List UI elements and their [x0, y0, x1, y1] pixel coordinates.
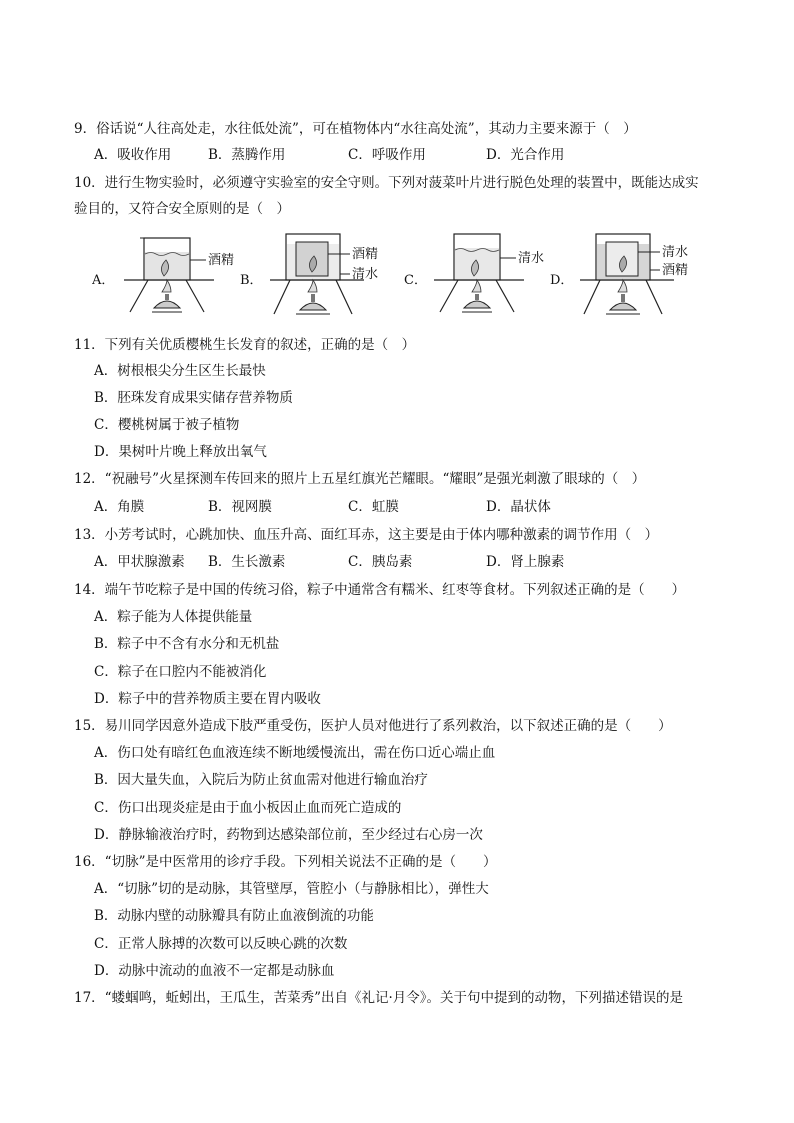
question-10-stem-line2: 验目的，又符合安全原则的是（ ） — [74, 201, 290, 217]
question-11-option-c: C．樱桃树属于被子植物 — [94, 417, 240, 433]
apparatus-a — [124, 238, 234, 312]
apparatus-c — [434, 234, 544, 312]
question-15-option-b: B．因大量失血，入院后为防止贫血需对他进行输血治疗 — [94, 772, 428, 788]
question-14-stem: 14．端午节吃粽子是中国的传统习俗，粽子中通常含有糯米、红枣等食材。下列叙述正确的是（ ） — [74, 582, 686, 598]
question-17-stem: 17．“蝼蝈鸣，蚯蚓出，王瓜生，苦菜秀”出自《礼记·月令》。关于句中提到的动物，下列描述错误的是 — [74, 990, 684, 1006]
question-11-stem: 11．下列有关优质樱桃生长发育的叙述，正确的是（ ） — [74, 337, 416, 353]
question-11-option-a: A．树根根尖分生区生长最快 — [94, 363, 266, 379]
question-10-option-b: B． — [240, 273, 263, 288]
apparatus-d-label-1: 清水 — [662, 245, 689, 260]
question-14-option-d: D．粽子中的营养物质主要在胃内吸收 — [94, 691, 321, 707]
question-10-option-a: A． — [92, 273, 115, 288]
question-9-option-c: C．呼吸作用 — [348, 147, 426, 163]
apparatus-b-label-1: 酒精 — [352, 247, 379, 262]
question-15-option-c: C．伤口出现炎症是由于血小板因止血而死亡造成的 — [94, 800, 402, 816]
question-14-option-c: C．粽子在口腔内不能被消化 — [94, 664, 267, 680]
question-13-option-d: D．肾上腺素 — [486, 554, 565, 570]
apparatus-b — [270, 234, 378, 314]
question-14-option-b: B．粽子中不含有水分和无机盐 — [94, 636, 280, 652]
question-15-option-d: D．静脉输液治疗时，药物到达感染部位前，至少经过右心房一次 — [94, 827, 483, 843]
question-13-option-a: A．甲状腺激素 — [94, 554, 185, 570]
question-13-option-c: C．胰岛素 — [348, 554, 413, 570]
apparatus-c-label-1: 清水 — [518, 251, 545, 266]
question-12-stem: 12．“祝融号”火星探测车传回来的照片上五星红旗光芒耀眼。“耀眼”是强光刺激了眼球的（ ） — [74, 471, 646, 487]
question-14-option-a: A．粽子能为人体提供能量 — [94, 609, 253, 625]
question-10-option-c: C． — [404, 273, 427, 288]
question-9-option-a: A．吸收作用 — [94, 147, 172, 163]
question-15-option-a: A．伤口处有暗红色血液连续不断地缓慢流出，需在伤口近心端止血 — [94, 745, 496, 761]
apparatus-d-label-2: 酒精 — [662, 263, 689, 278]
question-11-option-b: B．胚珠发育成果实储存营养物质 — [94, 390, 293, 406]
apparatus-b-label-2: 清水 — [352, 267, 379, 282]
question-9-stem: 9．俗话说“人往高处走，水往低处流”，可在植物体内“水往高处流”，其动力主要来源于（ ） — [74, 121, 637, 137]
question-11-option-d: D．果树叶片晚上释放出氧气 — [94, 444, 267, 460]
question-9-option-b: B．蒸腾作用 — [208, 147, 286, 163]
question-16-option-d: D．动脉中流动的血液不一定都是动脉血 — [94, 963, 335, 979]
question-12-option-d: D．晶状体 — [486, 499, 551, 515]
question-10-apparatus-figure — [92, 232, 712, 322]
question-13-option-b: B．生长激素 — [208, 554, 286, 570]
question-16-option-a: A．“切脉”切的是动脉，其管壁厚，管腔小（与静脉相比），弹性大 — [94, 881, 489, 897]
question-16-stem: 16．“切脉”是中医常用的诊疗手段。下列相关说法不正确的是（ ） — [74, 854, 497, 870]
question-12-option-c: C．虹膜 — [348, 499, 399, 515]
question-13-stem: 13．小芳考试时，心跳加快、血压升高、面红耳赤，这主要是由于体内哪种激素的调节作用（ ） — [74, 527, 659, 543]
question-12-option-a: A．角膜 — [94, 499, 145, 515]
apparatus-a-label-1: 酒精 — [208, 253, 235, 268]
question-16-option-b: B．动脉内壁的动脉瓣具有防止血液倒流的功能 — [94, 908, 374, 924]
question-10-stem-line1: 10．进行生物实验时，必须遵守实验室的安全守则。下列对菠菜叶片进行脱色处理的装置中，既能达成实 — [74, 175, 699, 191]
question-10-option-d: D． — [550, 273, 574, 288]
apparatus-svg — [92, 232, 712, 322]
question-9-option-d: D．光合作用 — [486, 147, 565, 163]
question-15-stem: 15．易川同学因意外造成下肢严重受伤，医护人员对他进行了系列救治，以下叙述正确的是（ ） — [74, 718, 672, 734]
question-16-option-c: C．正常人脉搏的次数可以反映心跳的次数 — [94, 936, 348, 952]
question-12-option-b: B．视网膜 — [208, 499, 272, 515]
apparatus-d — [580, 234, 688, 314]
